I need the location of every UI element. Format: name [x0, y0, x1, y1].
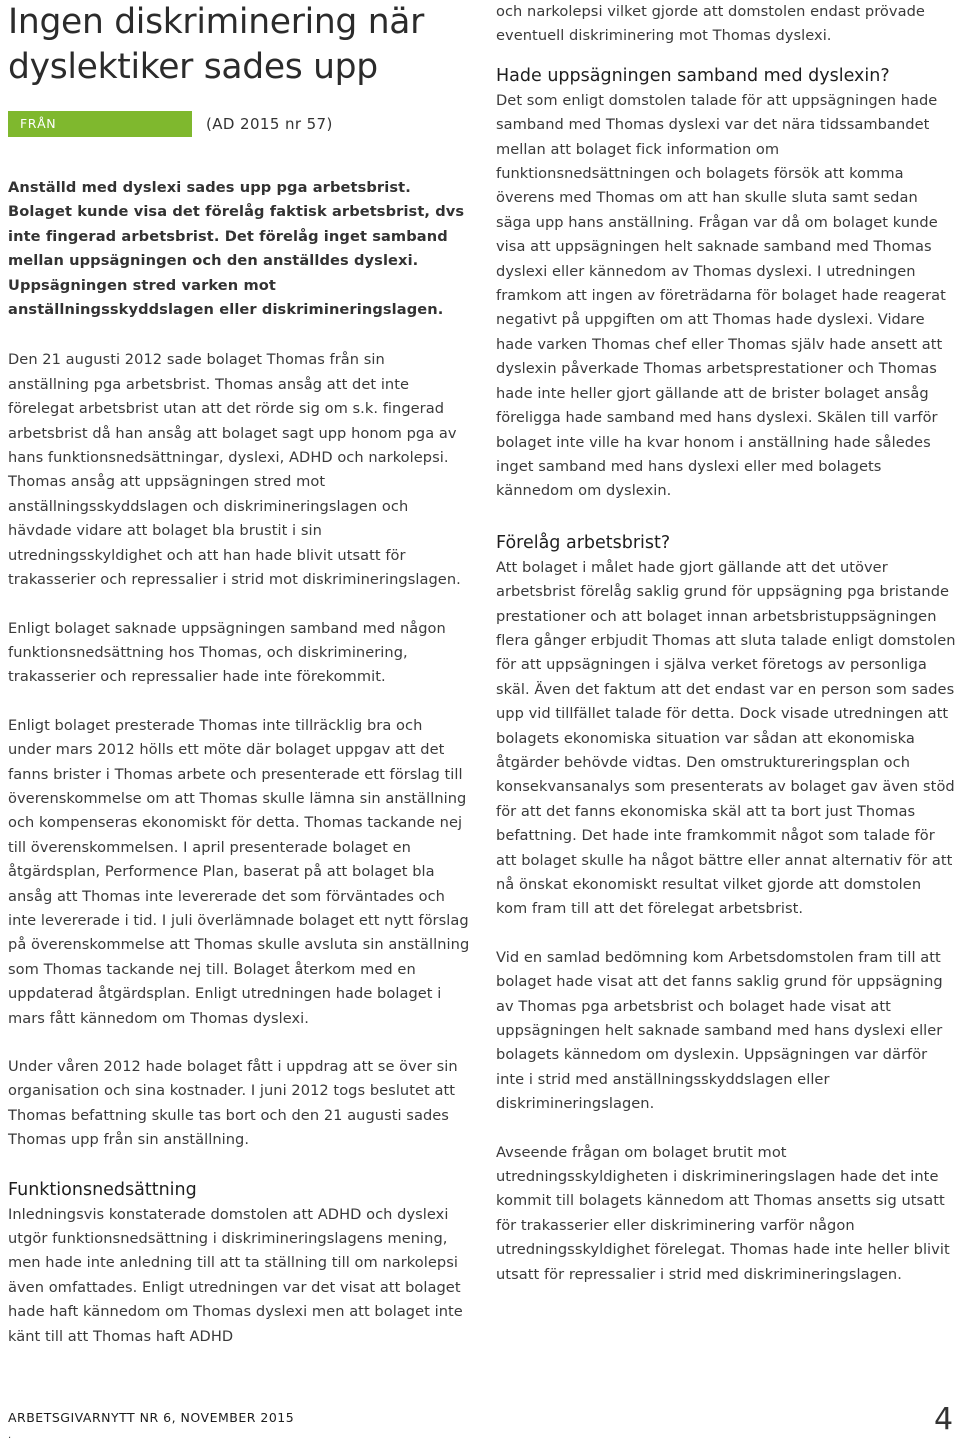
source-row — [8, 110, 470, 157]
footer-dot: . — [8, 1430, 12, 1441]
arbetsbrist-paragraph-1: Att bolaget i målet hade gjort gällande att det utöver arbetsbrist förelåg saklig grund för uppsägning pga bristande prestationer och att bolaget innan arbetsbristuppsägningen flera gånger erbjudit Thomas att sluta talade enligt domstolen för att uppsägningen i själva verket företogs av personliga skäl. Även det faktum att det endast var en person som sades upp vid tillfället talade för detta. Dock visade utredningen att bolagets ekonomiska situation var sådan att ekonomiska åtgärder behövde vidtas. Den omstruktureringsplan och konsekvansanalys som presenterats av bolaget gav även stöd för att det fanns ekonomiska skäl att ta bort just Thomas befattning. Det hade inte framkommit något som talade för att bolaget skulle ha något bättre eller annat alternativ för att nå önskat ekonomiskt resultat vilket gjorde att domstolen kom fram till att det förelegat arbetsbrist. — [496, 558, 956, 918]
arbetsbrist-paragraph-2: Vid en samlad bedömning kom Arbetsdomstolen fram till att bolaget hade visat att det fanns saklig grund för uppsägning av Thomas pga arbetsbrist och bolaget hade visat att uppsägningen helt saknade samband med hans dyslexi eller bolagets kännedom om dyslexin. Uppsägningen var därför inte i strid med anställningsskyddslagen eller diskrimineringslagen. — [496, 948, 943, 1113]
left-paragraph-2: Enligt bolaget saknade uppsägningen samband med någon funktionsnedsättning hos Thomas, och diskriminering, trakasserier och repressalier hade inte förekommit. — [8, 619, 446, 686]
page-number: 4 — [934, 1402, 954, 1437]
source-tag: FRÅN ARBETSDOMSTOLEN — [8, 111, 192, 137]
article-title: Ingen diskriminering när dyslektiker sades upp — [8, 2, 424, 87]
section-heading-samband: Hade uppsägningen samband med dyslexin? — [496, 65, 890, 86]
left-column — [8, 0, 470, 1349]
section-heading-arbetsbrist: Förelåg arbetsbrist? — [496, 532, 671, 553]
left-paragraph-3: Enligt bolaget presterade Thomas inte tillräcklig bra och under mars 2012 hölls ett möte där bolaget uppgav att det fanns brister i Thomas arbete och presenterade ett förslag till överenskommelse om att Thomas skulle lämna sin anställning och kompenseras ekonomiskt för detta. Thomas tackande nej till överenskommelsen. I april presenterade bolaget en åtgärdsplan, Performence Plan, baserat på att bolaget bla ansåg att Thomas inte levererade det som förväntades och inte levererade i tid. I juli överlämnade bolaget ett nytt förslag på överenskommelse att Thomas skulle avsluta sin anställning som Thomas tackande nej till. Bolaget återkom med en uppdaterad åtgärdsplan. Enligt utredningen hade bolaget i mars fått kännedom om Thomas dyslexi. — [8, 716, 470, 1027]
article-lead: Anställd med dyslexi sades upp pga arbetsbrist. Bolaget kunde visa det förelåg faktisk arbetsbrist, dvs inte fingerad arbetsbrist. Det förelåg inget samband mellan uppsägningen och den anställdes dyslexi. Uppsägningen stred varken mot anställningsskyddslagen eller diskrimineringslagen. — [8, 179, 465, 319]
publication-footer: ARBETSGIVARNYTT NR 6, NOVEMBER 2015 — [8, 1410, 295, 1425]
left-paragraph-1: Den 21 augusti 2012 sade bolaget Thomas från sin anställning pga arbetsbrist. Thomas ansåg att det inte förelegat arbetsbrist utan att det rörde sig om s.k. fingerad arbetsbrist då han ansåg att bolaget sagt upp honom pga av hans funktionsnedsättningar, dyslexi, ADHD och narkolepsi. Thomas ansåg att uppsägningen stred mot anställningsskyddslagen och diskrimineringslagen och hävdade vidare att bolaget bla brustit i sin utredningsskyldighet och att han hade blivit utsatt för trakasserier och repressalier i strid mot diskrimineringslagen. — [8, 351, 461, 589]
section-text-samband: Det som enligt domstolen talade för att uppsägningen hade samband med Thomas dyslexi var det nära tidssambandet mellan att bolaget fick information om funktionsnedsättningen och bolagets försök att komma överens med Thomas om att han skulle sluta samt sedan säga upp hans anställning. Frågan var då om bolaget kunde visa att uppsägningen helt saknade samband med Thomas dyslexi eller kännedom av Thomas dyslexi. I utredningen framkom att ingen av företrädarna för bolaget hade reagerat negativt på uppgiften om att Thomas hade dyslexi. Vidare hade varken Thomas chef eller Thomas själv hade ansett att dyslexin påverkade Thomas arbetsprestationer och Thomas hade inte heller gjort gällande att de brister bolaget ansåg föreligga hade samband med hans dyslexi. Skälen till varför bolaget inte ville ha kvar honom i anställning hade således inget samband med hans dyslexi eller med bolagets kännedom om dyslexin. — [496, 91, 946, 500]
left-paragraph-4: Under våren 2012 hade bolaget fått i uppdrag att se över sin organisation och sina kostnader. I juni 2012 togs beslutet att Thomas befattning skulle tas bort och den 21 augusti sades Thomas upp från sin anställning. — [8, 1058, 458, 1149]
section-heading-funktionsnedsattning: Funktionsnedsättning — [8, 1179, 197, 1200]
arbetsbrist-paragraph-3: Avseende frågan om bolaget brutit mot utredningsskyldigheten i diskrimineringslagen hade det inte kommit till bolagets kännedom att Thomas ansetts sig utsatt för trakasserier eller diskriminering varför någon utredningsskyldighet förelegat. Thomas hade inte heller blivit utsatt för repressalier i strid med diskrimineringslagen. — [496, 1143, 950, 1283]
right-intro-paragraph: och narkolepsi vilket gjorde att domstolen endast prövade eventuell diskriminering mot Thomas dyslexi. — [496, 3, 925, 45]
right-column — [496, 0, 956, 1287]
source-reference: (AD 2015 nr 57) — [206, 115, 333, 133]
section-text-funktionsnedsattning: Inledningsvis konstaterade domstolen att ADHD och dyslexi utgör funktionsnedsättning i diskrimineringslagens mening, men hade inte anledning till att ta ställning till om narkolepsi även omfattades. Enligt utredningen var det visat att bolaget hade haft kännedom om Thomas dyslexi men att bolaget inte känt till att Thomas haft ADHD — [8, 1205, 463, 1345]
